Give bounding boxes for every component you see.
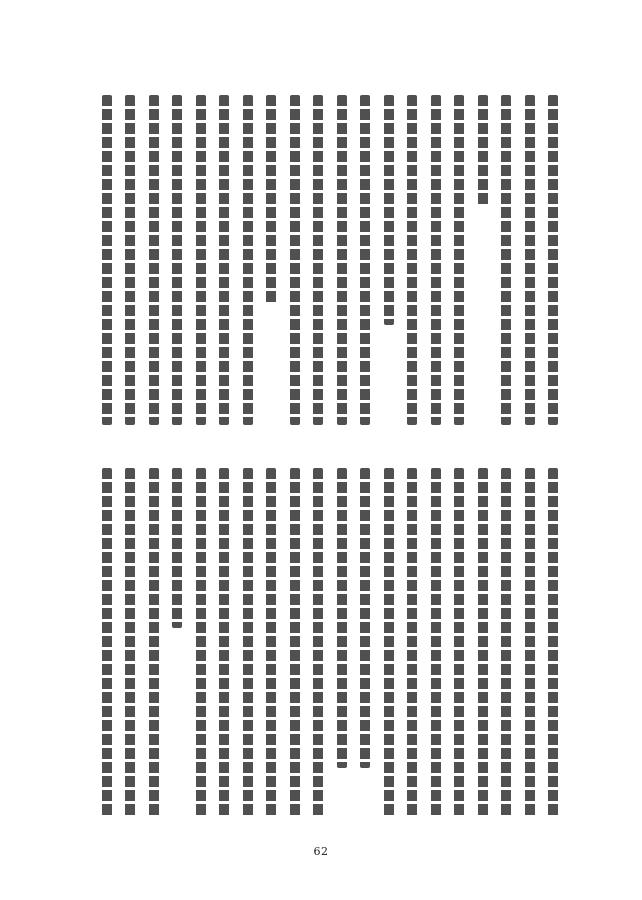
text-column [407, 95, 417, 425]
text-column [290, 468, 300, 818]
text-column [548, 468, 558, 818]
page-number: 62 [313, 845, 329, 858]
text-column [360, 95, 370, 425]
text-column [337, 95, 347, 425]
text-column [478, 95, 488, 205]
text-column [525, 95, 535, 425]
text-column [431, 95, 441, 425]
text-column [196, 468, 206, 818]
text-column [125, 95, 135, 425]
text-column [525, 468, 535, 818]
text-column [501, 95, 511, 425]
text-column [337, 468, 347, 768]
lower-vertical-text-block [90, 468, 560, 818]
text-column [290, 95, 300, 425]
text-column [266, 468, 276, 818]
text-column [149, 468, 159, 818]
text-column [360, 468, 370, 768]
text-column [548, 95, 558, 425]
text-column [196, 95, 206, 425]
text-column [102, 468, 112, 818]
text-column [172, 468, 182, 628]
upper-vertical-text-block [90, 95, 560, 425]
text-column [313, 95, 323, 425]
text-column [384, 468, 394, 818]
text-column [102, 95, 112, 425]
text-column [219, 468, 229, 818]
text-column [407, 468, 417, 818]
text-column [431, 468, 441, 818]
text-column [172, 95, 182, 425]
text-column [384, 95, 394, 325]
text-column [454, 468, 464, 818]
text-column [243, 95, 253, 425]
text-column [454, 95, 464, 425]
text-column [266, 95, 276, 305]
text-column [219, 95, 229, 425]
text-column [478, 468, 488, 818]
text-column [125, 468, 135, 818]
text-column [149, 95, 159, 425]
text-column [501, 468, 511, 818]
text-column [313, 468, 323, 818]
text-column [243, 468, 253, 818]
